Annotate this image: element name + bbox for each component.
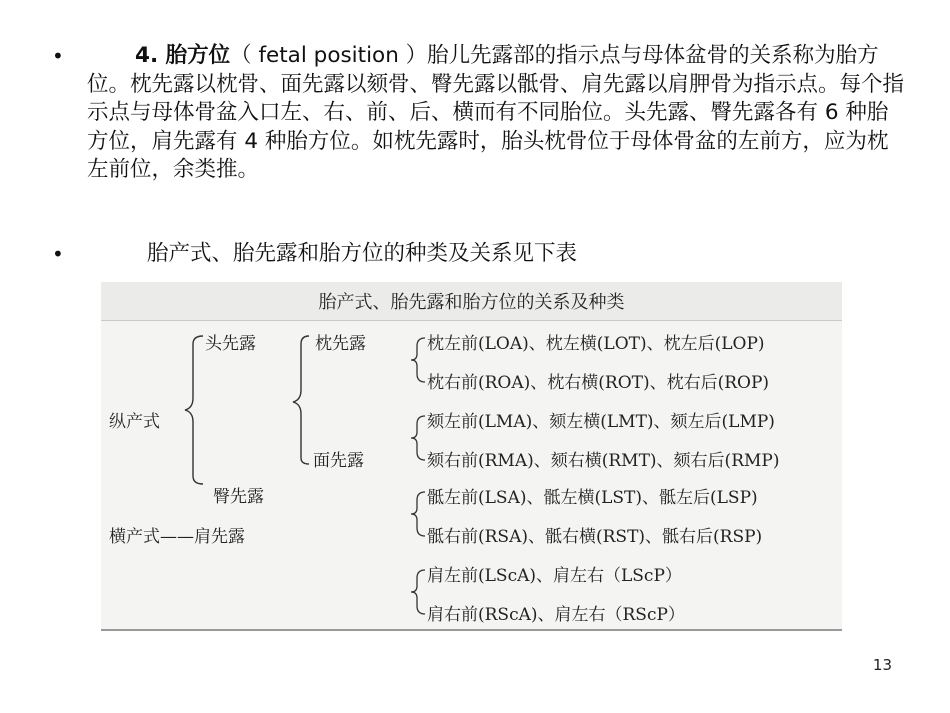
brace-occiput [407, 332, 429, 388]
position-row: 枕左前(LOA)、枕左横(LOT)、枕左后(LOP) [427, 334, 765, 354]
label-face-presentation: 面先露 [313, 451, 364, 471]
position-row: 颏左前(LMA)、颏左横(LMT)、颏左后(LMP) [427, 412, 775, 432]
brace-breech [407, 486, 429, 542]
label-breech-presentation: 臀先露 [213, 487, 264, 507]
label-longitudinal-lie: 纵产式 [109, 412, 160, 432]
brace-face [407, 410, 429, 466]
label-occiput-presentation: 枕先露 [315, 334, 366, 354]
brace-longitudinal [181, 330, 211, 490]
position-row: 肩左前(LScA)、肩左右（LScP） [427, 566, 682, 586]
position-row: 枕右前(ROA)、枕右横(ROT)、枕右后(ROP) [427, 373, 770, 393]
table-bottom-rule [101, 629, 842, 631]
label-transverse-lie: 横产式——肩先露 [109, 527, 245, 547]
brace-shoulder [407, 564, 429, 620]
table-title: 胎产式、胎先露和胎方位的关系及种类 [318, 292, 625, 313]
paragraph-text [87, 42, 907, 185]
table-intro-text: 胎产式、胎先露和胎方位的种类及关系见下表 [147, 241, 578, 266]
page-number: 13 [872, 656, 892, 674]
position-row: 肩右前(RScA)、肩左右（RScP） [427, 605, 685, 625]
position-row: 骶左前(LSA)、骶左横(LST)、骶左后(LSP) [427, 488, 758, 508]
bullet-marker: • [52, 242, 64, 266]
position-row: 骶右前(RSA)、骶右横(RST)、骶右后(RSP) [427, 527, 763, 547]
bullet-marker: • [52, 44, 64, 68]
brace-head [289, 330, 315, 470]
paragraph-body: （ fetal position ）胎儿先露部的指示点与母体盆骨的关系称为胎方位。枕先露以枕骨、面先露以颏骨、臀先露以骶骨、肩先露以肩胛骨为指示点。每个指示点与母体骨盆入口左、右、前、后、横而有不同胎位。头先露、臀先露各有 6 种胎方位，肩先露有 4 种胎方位。如枕先露时，胎头枕骨位于母体骨盆的左前方，应为枕左前位，余类推。 [87, 43, 905, 182]
position-row: 颏右前(RMA)、颏右横(RMT)、颏右后(RMP) [427, 451, 780, 471]
fetal-position-table [101, 282, 842, 631]
label-head-presentation: 头先露 [205, 334, 256, 354]
paragraph-lead: 4. 胎方位 [135, 43, 231, 68]
